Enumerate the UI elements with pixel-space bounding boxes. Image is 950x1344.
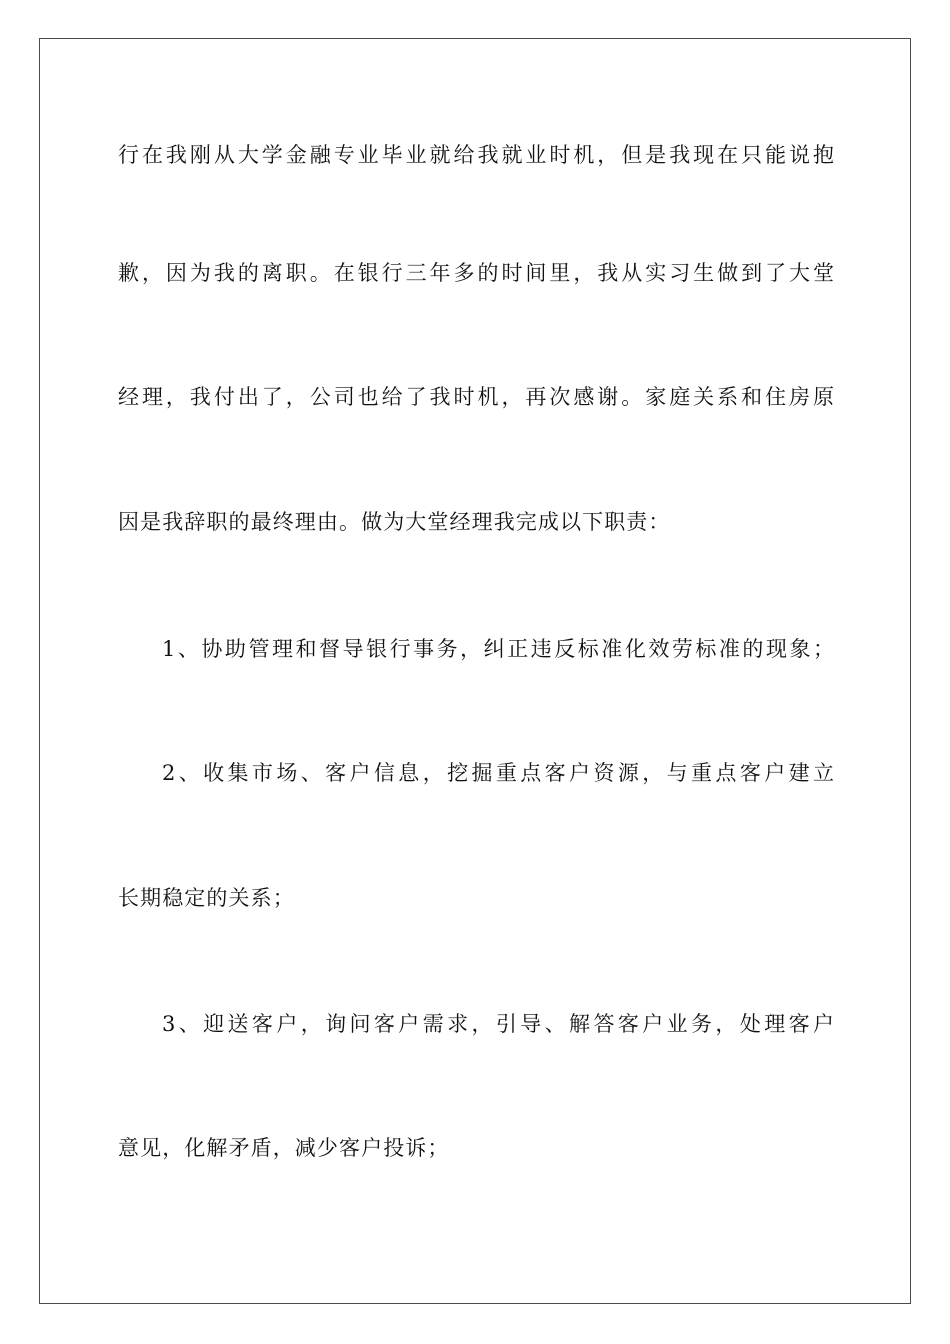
list-item-3: 3、迎送客户，询问客户需求，引导、解答客户业务，处理客户: [162, 1012, 834, 1036]
body-line-4: 因是我辞职的最终理由。做为大堂经理我完成以下职责：: [118, 510, 671, 534]
body-line-2: 歉，因为我的离职。在银行三年多的时间里，我从实习生做到了大堂: [118, 261, 834, 285]
body-line-1: 行在我刚从大学金融专业毕业就给我就业时机，但是我现在只能说抱: [118, 143, 834, 167]
list-item-3-continued: 意见，化解矛盾，减少客户投诉；: [118, 1136, 450, 1160]
body-line-3: 经理，我付出了，公司也给了我时机，再次感谢。家庭关系和住房原: [118, 385, 834, 409]
list-item-2: 2、收集市场、客户信息，挖掘重点客户资源，与重点客户建立: [162, 761, 834, 785]
list-item-2-continued: 长期稳定的关系；: [118, 886, 295, 910]
page-border: [39, 38, 911, 1304]
list-item-1: 1、协助管理和督导银行事务，纠正违反标准化效劳标准的现象；: [162, 637, 834, 661]
